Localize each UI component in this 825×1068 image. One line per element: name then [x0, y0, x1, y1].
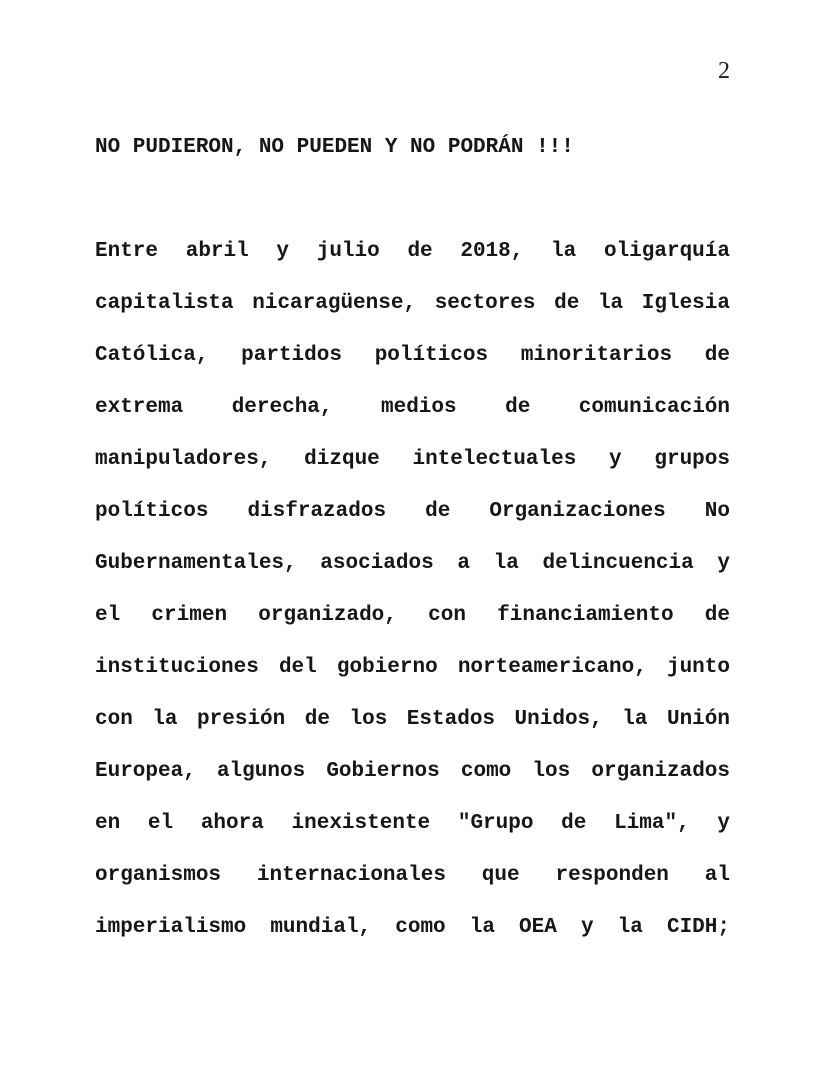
- paragraph-line: extrema derecha, medios de comunicación: [95, 396, 730, 419]
- paragraph-line: con la presión de los Estados Unidos, la Unión: [95, 708, 730, 731]
- paragraph-line: Gubernamentales, asociados a la delincuencia y: [95, 552, 730, 575]
- paragraph-line: instituciones del gobierno norteamericano, junto: [95, 656, 730, 679]
- page-number: 2: [718, 58, 730, 84]
- document-heading: NO PUDIERON, NO PUEDEN Y NO PODRÁN !!!: [95, 136, 574, 159]
- paragraph-line: políticos disfrazados de Organizaciones No: [95, 500, 730, 523]
- paragraph: [95, 226, 730, 954]
- paragraph-line: en el ahora inexistente "Grupo de Lima", y: [95, 812, 730, 835]
- paragraph-line: el crimen organizado, con financiamiento de: [95, 604, 730, 627]
- paragraph-line: manipuladores, dizque intelectuales y grupos: [95, 448, 730, 471]
- paragraph-line: imperialismo mundial, como la OEA y la CIDH;: [95, 916, 730, 939]
- paragraph-line: organismos internacionales que responden al: [95, 864, 730, 887]
- paragraph-line: Entre abril y julio de 2018, la oligarquía: [95, 240, 730, 263]
- paragraph-line: Católica, partidos políticos minoritarios de: [95, 344, 730, 367]
- paragraph-line: capitalista nicaragüense, sectores de la Iglesia: [95, 292, 730, 315]
- paragraph-line: Europea, algunos Gobiernos como los organizados: [95, 760, 730, 783]
